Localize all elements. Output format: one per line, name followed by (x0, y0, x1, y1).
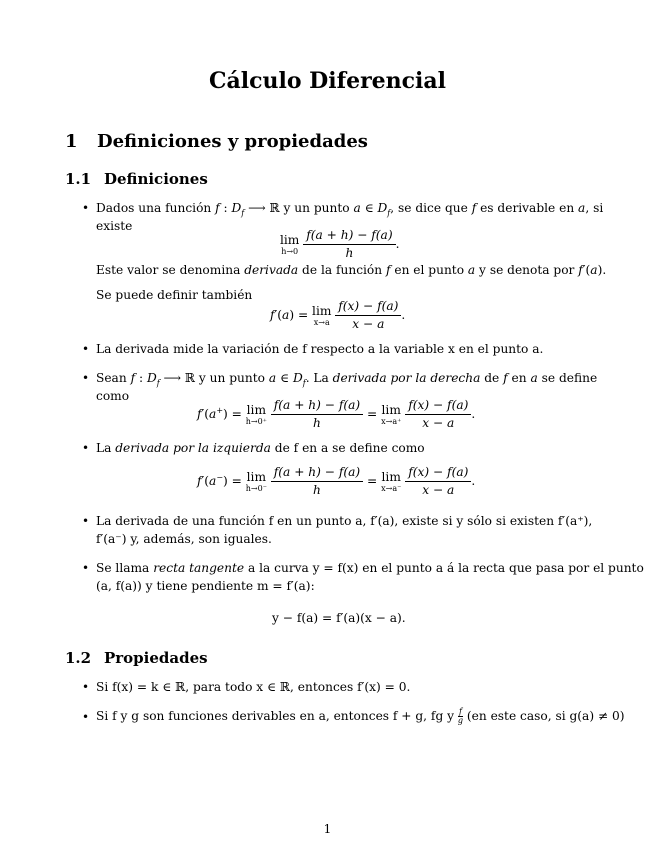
fraction (271, 398, 363, 431)
limit: lim h→0⁻ (245, 469, 267, 493)
item1-line4: Se puede definir también (96, 288, 253, 302)
denominator: g (457, 716, 464, 725)
fraction (335, 299, 401, 332)
text: de (480, 371, 504, 385)
limit-subscript: h→0⁻ (245, 483, 267, 493)
subsection-title: Propiedades (104, 649, 208, 667)
text: Se llama (96, 561, 154, 575)
fraction (405, 398, 471, 431)
text: de f en a se define como (270, 441, 425, 455)
numerator: f(x) − f(a) (405, 398, 471, 415)
italic-term: derivada por la izquierda (115, 441, 271, 455)
bullet-icon: • (82, 201, 90, 215)
item1-line1: Dados una función f : $D_f$ ⟶ ℝ y un punto a ∈ $D_f$, se dice que f es derivable en a, si (96, 201, 604, 218)
item5-line1: La derivada de una función f en un punto a, f′(a), existe si y sólo si existen f′(a⁺), (96, 514, 593, 528)
denominator: x − a (352, 317, 385, 331)
text: en el punto (390, 263, 468, 277)
equation-alt-definition: f′(a) = lim x→a $\frac{f(x) - f(a)}{x - a}$ . (270, 299, 406, 331)
prop1-text: Si f(x) = k ∈ ℝ, para todo x ∈ ℝ, entonces f′(x) = 0. (96, 680, 411, 694)
numerator: f(x) − f(a) (405, 465, 471, 482)
limit: lim x→a⁻ (381, 469, 402, 493)
bullet-icon: • (82, 441, 90, 455)
item5-line2: f′(a⁻) y, además, son iguales. (96, 532, 272, 546)
text: (en este caso, si g(a) ≠ 0) (466, 709, 625, 723)
limit: lim h→0 (280, 232, 300, 256)
limit: lim x→a⁺ (381, 402, 402, 426)
text: , se dice que (390, 201, 472, 215)
fraction (303, 228, 395, 261)
numerator: f(x) − f(a) (335, 299, 401, 316)
subsection-number: 1.2 (65, 649, 92, 667)
bullet-icon: • (82, 514, 90, 528)
limit: lim x→a (312, 303, 332, 327)
bullet-icon: • (82, 561, 90, 575)
item2-text: La derivada mide la variación de f respecto a la variable x en el punto a. (96, 342, 544, 356)
fraction (405, 465, 471, 498)
text: Este valor se denomina (96, 263, 245, 277)
text: de la función (298, 263, 386, 277)
item3-line2: como (96, 389, 130, 403)
subsection-title: Definiciones (104, 170, 208, 188)
item6-line1 (96, 559, 644, 577)
text: a la curva y = f(x) en el punto a á la recta que pasa por el punto (244, 561, 644, 575)
denominator: x − a (422, 416, 455, 430)
denominator: h (313, 483, 321, 497)
fraction (458, 708, 463, 725)
text: Si f y g son funciones derivables en a, entonces f + g, fg y (96, 709, 455, 723)
section-number: 1 (65, 131, 78, 152)
text: Sean (96, 371, 131, 385)
equation-limit-definition: lim h→0 $\frac{f(a + h) - f(a)}{h}$ . (280, 228, 400, 260)
equation-right-derivative: f′(a+) = lim h→0⁺ $\frac{f(a + h) - f(a)}{h}$ = lim x→a⁺ $\frac{f(x) - f(a)}{x - a}$ . (197, 398, 476, 430)
numerator: f(a + h) − f(a) (303, 228, 395, 245)
limit-subscript: x→a⁺ (381, 416, 402, 426)
item3-line1: Sean f : $D_f$ ⟶ ℝ y un punto a ∈ $D_f$. La derivada por la derecha de f en a se define (96, 371, 598, 388)
italic-term: derivada (244, 263, 299, 277)
numerator: f(a + h) − f(a) (271, 398, 363, 415)
text: y se denota por (475, 263, 579, 277)
denominator: x − a (422, 483, 455, 497)
text: , si (585, 201, 604, 215)
prop2-text (96, 707, 625, 725)
bullet-icon: • (82, 710, 90, 724)
document-title: Cálculo Diferencial (208, 68, 447, 94)
limit-subscript: h→0⁺ (245, 416, 267, 426)
numerator: f (458, 707, 462, 716)
item1-line2: existe (96, 219, 133, 233)
equation-tangent-line: y − f(a) = f′(a)(x − a). (272, 611, 406, 625)
italic-term: derivada por la derecha (332, 371, 481, 385)
limit-subscript: x→a (313, 317, 330, 327)
text: en (507, 371, 531, 385)
numerator: f(a + h) − f(a) (271, 465, 363, 482)
bullet-icon: • (82, 680, 90, 694)
item6-line2: (a, f(a)) y tiene pendiente m = f′(a): (96, 579, 315, 593)
text: y un punto (195, 371, 269, 385)
text: se define (537, 371, 598, 385)
fraction (271, 465, 363, 498)
limit-subscript: x→a⁻ (381, 483, 402, 493)
page-number: 1 (323, 822, 332, 836)
text: Dados una función (96, 201, 216, 215)
item1-line3: Este valor se denomina derivada de la función f en el punto a y se denota por f′(a). (96, 263, 607, 277)
limit-subscript: h→0 (281, 246, 299, 256)
text: La (96, 441, 116, 455)
limit: lim h→0⁺ (245, 402, 267, 426)
text: es derivable en (476, 201, 579, 215)
section-title: Definiciones y propiedades (97, 131, 368, 152)
denominator: h (313, 416, 321, 430)
denominator: h (345, 246, 354, 260)
subsection-number: 1.1 (65, 170, 92, 188)
equation-left-derivative: f′(a−) = lim h→0⁻ $\frac{f(a + h) - f(a)}{h}$ = lim x→a⁻ $\frac{f(x) - f(a)}{x - a}$ . (197, 465, 476, 497)
item4-line1 (96, 439, 425, 457)
bullet-icon: • (82, 342, 90, 356)
bullet-icon: • (82, 371, 90, 385)
italic-term: recta tangente (153, 561, 245, 575)
text: . La (305, 371, 333, 385)
